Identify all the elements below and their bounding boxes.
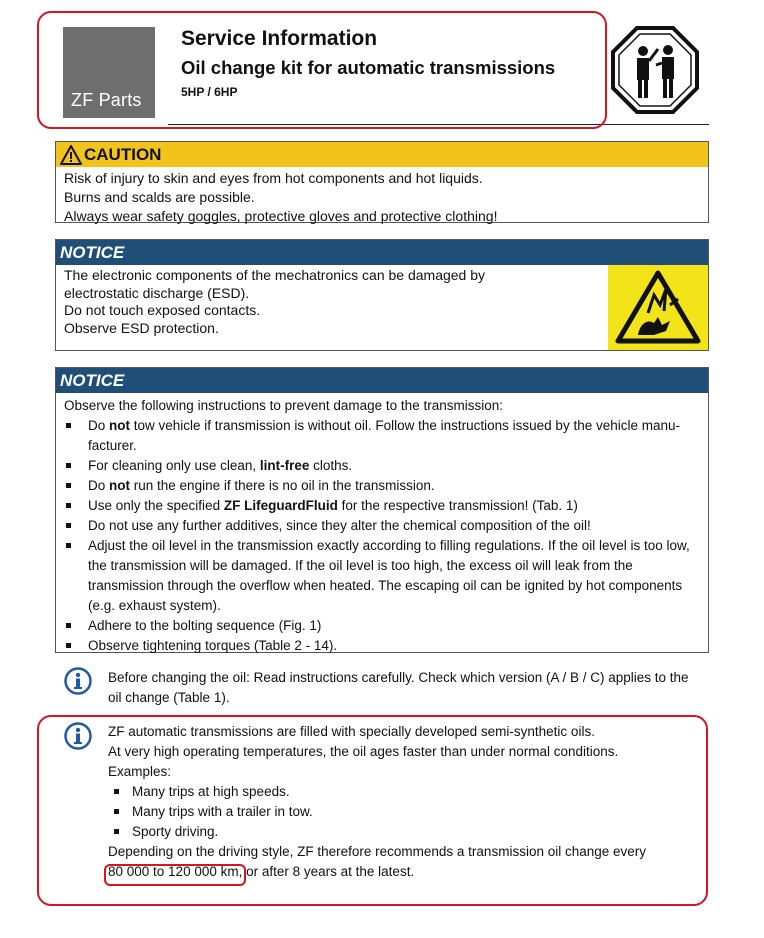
recommendation-line: Depending on the driving style, ZF therefore recommends a transmission oil change every bbox=[108, 844, 647, 859]
interval-highlight-frame bbox=[104, 864, 246, 886]
notice-intro: Observe the following instructions to prevent damage to the transmission: bbox=[64, 398, 503, 413]
list-item: For cleaning only use clean, lint-free cloths. bbox=[88, 456, 700, 476]
list-item: Adhere to the bolting sequence (Fig. 1) bbox=[88, 616, 700, 636]
examples-list bbox=[108, 782, 703, 842]
info-icon bbox=[64, 722, 92, 750]
notice-line: Observe ESD protection. bbox=[64, 319, 219, 336]
notice-line: The electronic components of the mechatronics can be damaged by bbox=[64, 267, 486, 283]
stop-sign-icon bbox=[610, 25, 700, 115]
info-icon bbox=[64, 667, 92, 695]
esd-warning-sign bbox=[608, 265, 708, 350]
warning-triangle-icon bbox=[60, 145, 82, 165]
oil-info-line: ZF automatic transmissions are filled with specially developed semi-synthetic oils. bbox=[108, 724, 595, 739]
logo-text: ZF Parts bbox=[71, 90, 142, 110]
list-item: Sporty driving. bbox=[132, 822, 703, 842]
notice-header bbox=[56, 368, 708, 393]
caution-box bbox=[55, 141, 709, 223]
caution-heading: CAUTION bbox=[84, 144, 162, 164]
caution-line: Always wear safety goggles, protective gloves and protective clothing! bbox=[64, 208, 498, 224]
oil-info-line: At very high operating temperatures, the oil ages faster than under normal conditions. bbox=[108, 744, 619, 759]
caution-line: Risk of injury to skin and eyes from hot components and hot liquids. bbox=[64, 170, 483, 186]
info-before-text: Before changing the oil: Read instructions carefully. Check which version (A / B / C) applies to the oil change (Table 1). bbox=[108, 670, 689, 705]
page-subtitle: Oil change kit for automatic transmissions bbox=[181, 57, 556, 78]
examples-label: Examples: bbox=[108, 764, 172, 779]
notice-line: Do not touch exposed contacts. bbox=[64, 302, 261, 318]
interval-value: 80 000 to 120 000 km bbox=[108, 864, 239, 879]
list-item: Adjust the oil level in the transmission exactly according to filling regulations. If the oil level is too low, the transmission will be damaged. If the oil level is too high, the excess oil will leak from the transmission through the overflow when heated. The escaping oil can be ignited by hot components (e.g. exhaust system). bbox=[88, 536, 700, 616]
caution-line: Burns and scalds are possible. bbox=[64, 189, 255, 205]
oil-info-text bbox=[108, 722, 703, 882]
interval-suffix: , or after 8 years at the latest. bbox=[238, 864, 415, 879]
list-item: Many trips at high speeds. bbox=[132, 782, 703, 802]
caution-header bbox=[56, 142, 708, 167]
list-item: Do not use any further additives, since they alter the chemical composition of the oil! bbox=[88, 516, 700, 536]
page-title: Service Information bbox=[181, 27, 378, 50]
esd-warning-icon bbox=[608, 265, 708, 350]
list-item: Do not run the engine if there is no oil in the transmission. bbox=[88, 476, 700, 496]
model-label: 5HP / 6HP bbox=[181, 85, 238, 99]
notice-transmission-box bbox=[55, 367, 709, 653]
notice-header bbox=[56, 240, 708, 265]
instruction-list bbox=[56, 416, 708, 656]
list-item: Use only the specified ZF LifeguardFluid for the respective transmission! (Tab. 1) bbox=[88, 496, 700, 516]
list-item: Do not tow vehicle if transmission is without oil. Follow the instructions issued by the vehicle manu-facturer. bbox=[88, 416, 700, 456]
header-highlight-frame bbox=[37, 11, 607, 129]
notice-heading: NOTICE bbox=[60, 242, 125, 262]
notice-esd-box bbox=[55, 239, 709, 351]
list-item: Many trips with a trailer in tow. bbox=[132, 802, 703, 822]
notice-heading: NOTICE bbox=[60, 370, 125, 390]
notice-line: electrostatic discharge (ESD). bbox=[64, 284, 250, 301]
list-item: Observe tightening torques (Table 2 - 14). bbox=[88, 636, 700, 656]
